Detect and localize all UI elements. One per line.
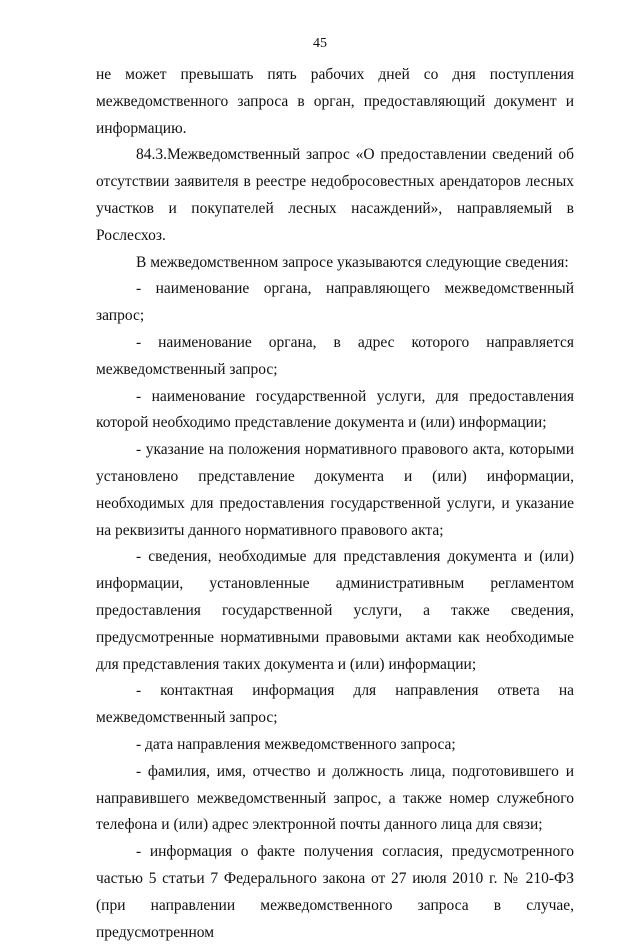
body-text (96, 62, 574, 946)
list-item: - наименование органа, в адрес которого направляется межведомственный запрос; (96, 333, 574, 378)
paragraph: В межведомственном запросе указываются следующие сведения: (136, 253, 569, 271)
list-item: - указание на положения нормативного правового акта, которыми установлено представление документа и (или) информации, необходимых для предоставления государственной услуги, и указание на реквизиты данного нормативного правового акта; (96, 441, 574, 539)
list-item: - дата направления межведомственного запроса; (136, 735, 456, 753)
page-number: 45 (313, 36, 327, 51)
list-item: - наименование государственной услуги, для предоставления которой необходимо представление документа и (или) информации; (96, 387, 574, 432)
list-item: - фамилия, имя, отчество и должность лица, подготовившего и направившего межведомственный запрос, а также номер служебного телефона и (или) адрес электронной почты данного лица для связи; (96, 762, 574, 834)
list-item: - контактная информация для направления ответа на межведомственный запрос; (96, 682, 574, 727)
list-item: - сведения, необходимые для представления документа и (или) информации, установленные административным регламентом предоставления государственной услуги, а также сведения, предусмотренные нормативными правовыми актами как необходимые для представления таких документа и (или) информации; (96, 548, 574, 673)
paragraph: не может превышать пять рабочих дней со дня поступления межведомственного запроса в орган, предоставляющий документ и информацию. (96, 66, 574, 137)
list-item: - наименование органа, направляющего межведомственный запрос; (96, 280, 574, 325)
list-item: - информация о факте получения согласия, предусмотренного частью 5 статьи 7 Федерального закона от 27 июля 2010 г. № 210-ФЗ (при направлении межведомственного запроса в случае, предусмотренном (96, 843, 574, 941)
paragraph: 84.3.Межведомственный запрос «О предоставлении сведений об отсутствии заявителя в реестре недобросовестных арендаторов лесных участков и покупателей лесных насаждений», направляемый в Рослесхоз. (96, 146, 574, 244)
